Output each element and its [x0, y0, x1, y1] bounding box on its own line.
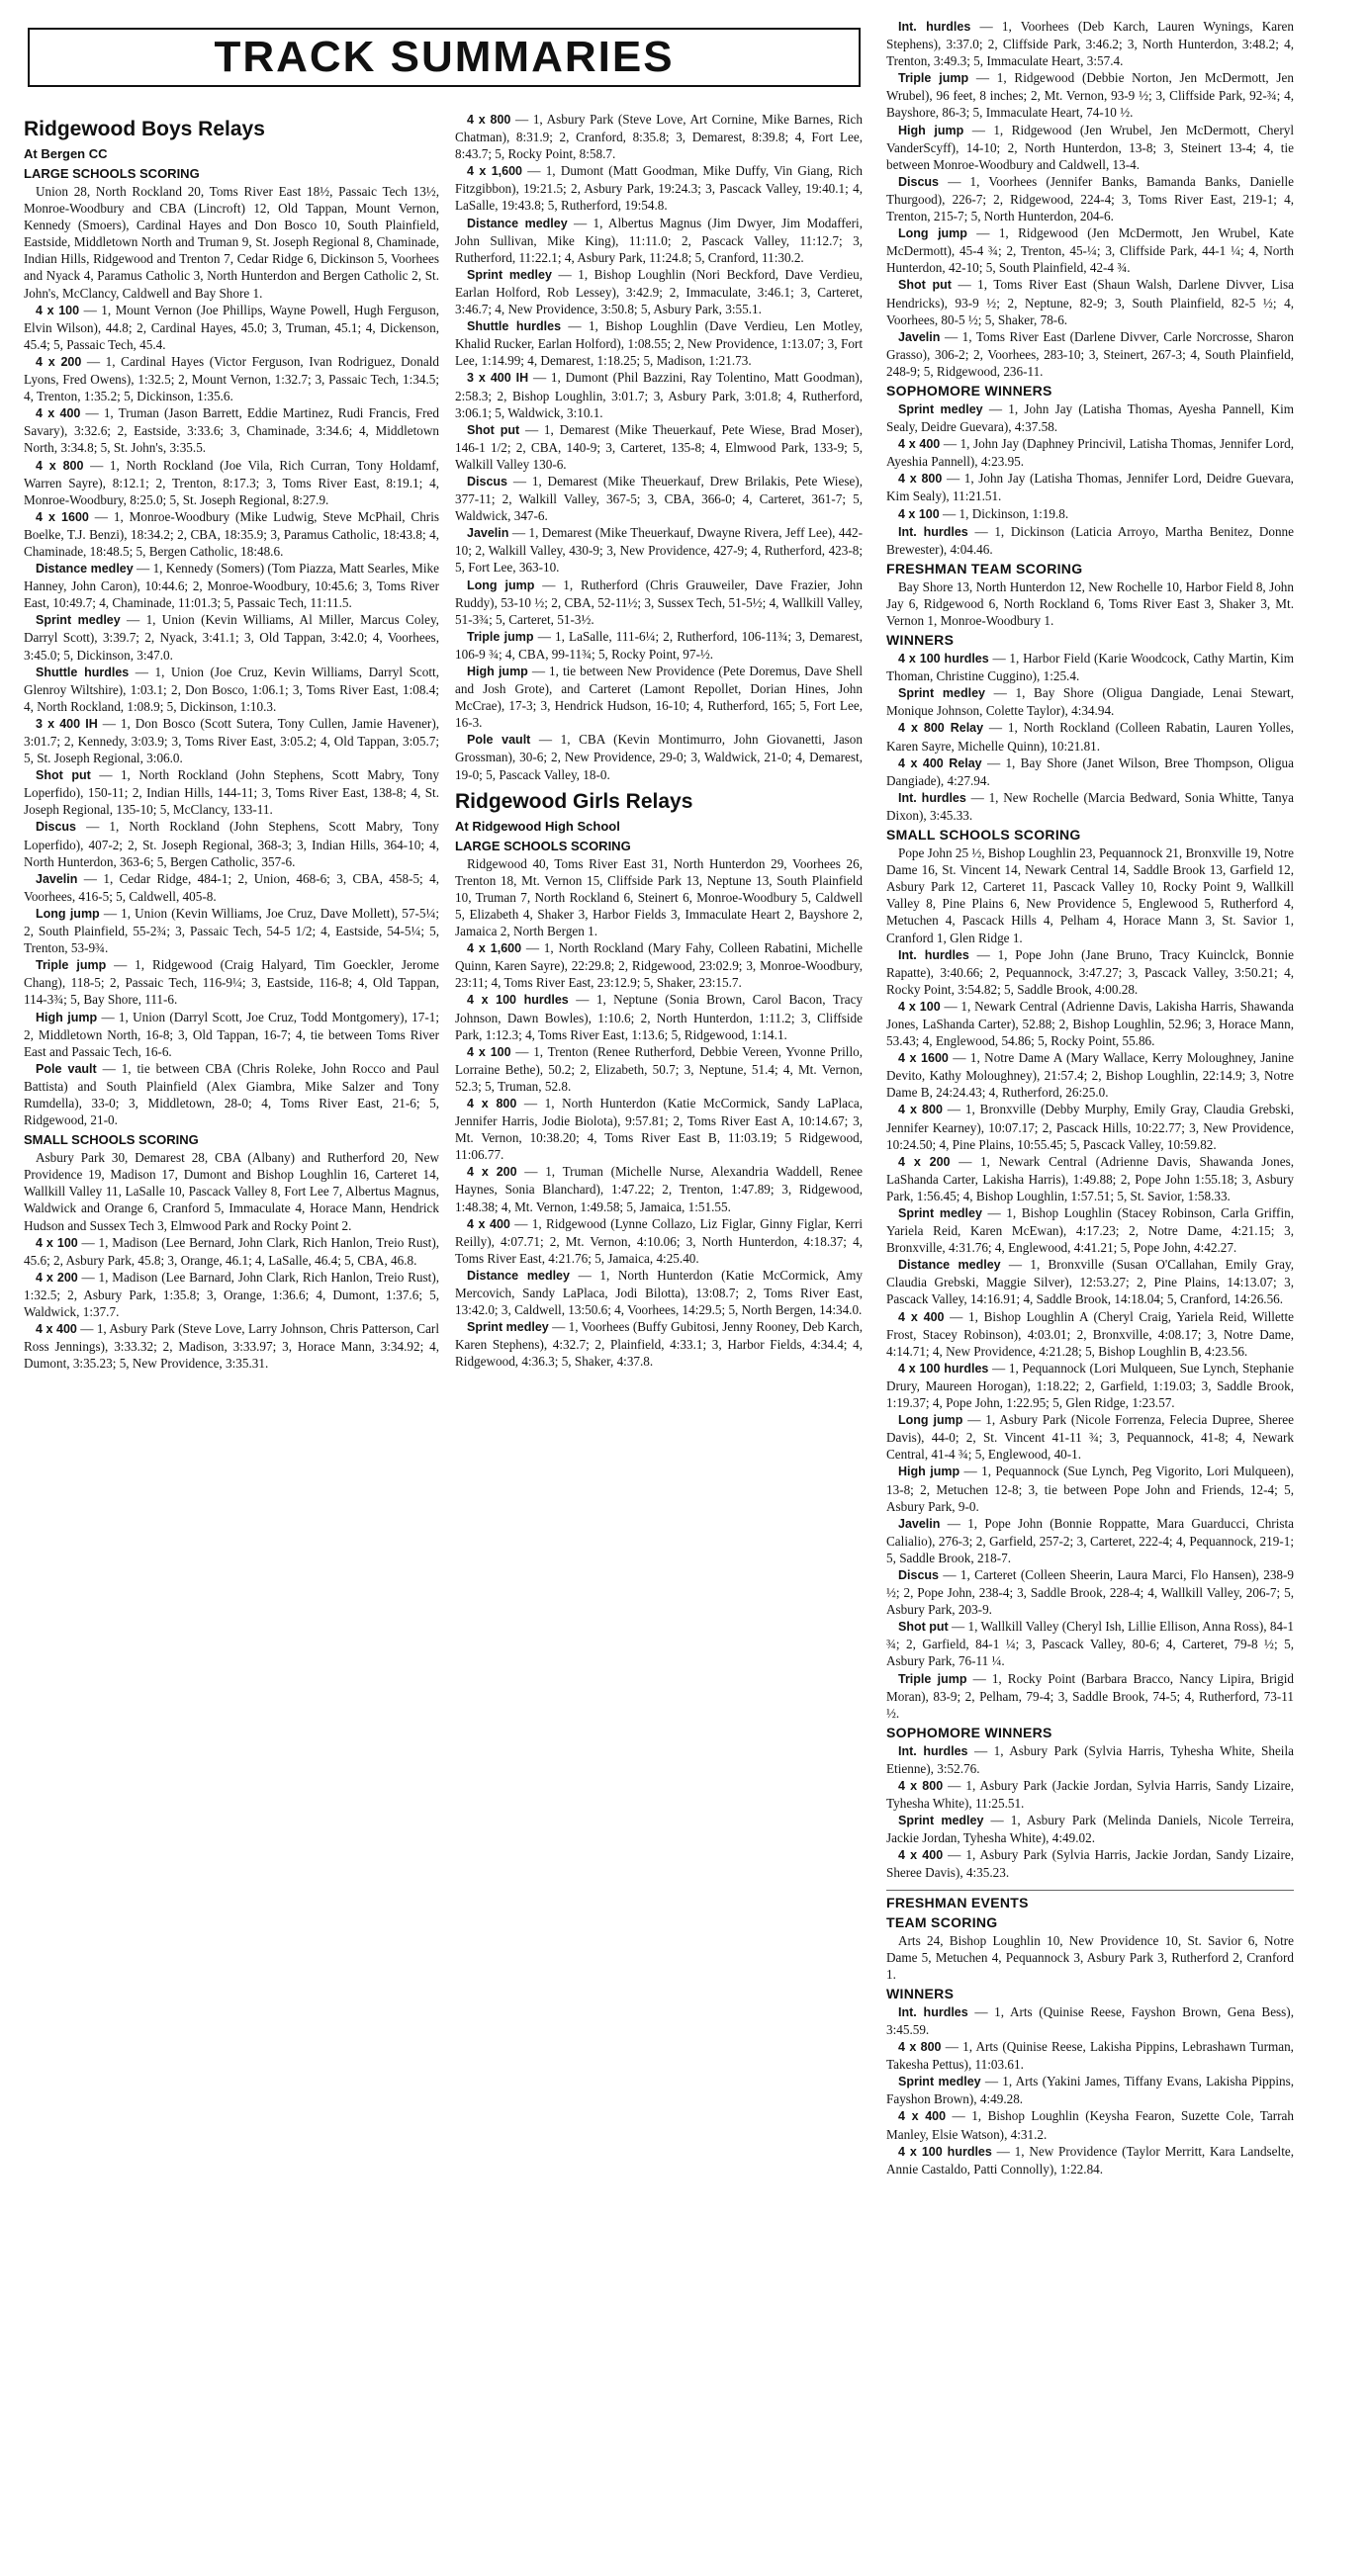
- event-label: Javelin: [898, 1516, 941, 1531]
- event-entry: [24, 870, 439, 905]
- event-result: — 1, Arts (Quinise Reese, Lakisha Pippins, Lebrashawn Turman, Takesha Pettus), 11:03.61.: [886, 2039, 1294, 2073]
- event-label: Long jump: [36, 906, 100, 921]
- event-label: Discus: [898, 1567, 939, 1582]
- event-label: 4 x 800: [898, 472, 943, 487]
- event-result: — 1, Union (Kevin Williams, Al Miller, Marcus Coley, Darryl Scott), 3:39.7; 2, Nyack, 3:41.1; 3, Old Tappan, 3:42.0; 4, Voorhees, 3:45.0; 5, Dickinson, 3:47.0.: [24, 612, 439, 663]
- event-entry: [24, 302, 439, 353]
- event-result: — 1, Asbury Park (Melinda Daniels, Nicole Terreira, Jackie Jordan, Tyhesha White), 4:49.02.: [886, 1813, 1294, 1846]
- girls-small-fresh-team-heading: TEAM SCORING: [886, 1913, 998, 1930]
- event-label: Distance medley: [467, 1268, 570, 1283]
- girls-small-events: [886, 946, 1294, 1722]
- event-result: — 1, Newark Central (Adrienne Davis, Shawanda Jones, LaShanda Carter, Lakisha Harris), 1:49.88; 2, Pope John 1:55.18; 3, Asbury Park, 1:56.45; 4, Bishop Loughlin, 1:57.51; 5, St. Savior, 1:58.33.: [886, 1153, 1294, 1203]
- event-label: 4 x 400 Relay: [898, 755, 982, 770]
- girls-fresh-winners: [886, 650, 1294, 824]
- event-entry: [886, 1411, 1294, 1463]
- event-label: Discus: [898, 174, 939, 189]
- event-result: — 1, CBA (Kevin Montimurro, John Giovanetti, Jason Grossman), 30-6; 2, New Providence, 29-0; 3, Waldwick, 21-0; 4, Demarest, 19-0; 5, Pascack Valley, 18-0.: [455, 732, 863, 782]
- event-label: Triple jump: [36, 958, 107, 973]
- event-label: Shot put: [36, 768, 91, 783]
- girls-small-soph-heading: SOPHOMORE WINNERS: [886, 1724, 1052, 1740]
- event-label: 4 x 200: [467, 1165, 517, 1180]
- event-result: — 1, Toms River East (Shaun Walsh, Darlene Divver, Lisa Hendricks), 93-9 ½; 2, Neptune, 82-9; 3, South Plainfield, 82-5 ½; 4, Voorhees, 80-5 ½; 5, Shaker, 78-6.: [886, 277, 1294, 327]
- event-label: 4 x 1,600: [467, 941, 522, 956]
- event-result: — 1, Monroe-Woodbury (Mike Ludwig, Steve McPhail, Chris Boelke, T.J. Benzi), 18:34.2; 2, CBA, 18:35.9; 3, Paramus Catholic, 18:43.8; 4, Chaminade, 18:48.5; 5, Bergen Catholic, 18:48.6.: [24, 508, 439, 559]
- event-entry: [24, 1234, 439, 1269]
- event-result: — 1, Ridgewood (Jen McDermott, Jen Wrubel, Kate McDermott), 45-4 ¾; 2, Trenton, 45-¼; 3, Cliffside Park, 44-1 ¼; 4, North Hunterdon, 42-10; 5, South Plainfield, 42-4 ¾.: [886, 225, 1294, 276]
- event-result: — 1, LaSalle, 111-6¼; 2, Rutherford, 106-11¾; 3, Demarest, 106-9 ¾; 4, CBA, 99-11¾; 5, Rocky Point, 97-½.: [455, 628, 863, 662]
- event-label: High jump: [36, 1010, 98, 1024]
- event-result: — 1, Wallkill Valley (Cheryl Ish, Lillie Ellison, Anna Ross), 84-1 ¾; 2, Garfield, 84-1 ¼; 3, Pascack Valley, 80-6; 4, Carteret, 79-8 ½; 5, Asbury Park, 76-11 ¼.: [886, 1619, 1294, 1669]
- event-result: — 1, John Jay (Daphney Princivil, Latisha Thomas, Jennifer Lord, Ayeshia Pannell), 4:23.95.: [886, 436, 1294, 470]
- event-entry: [455, 162, 863, 214]
- event-entry: [24, 404, 439, 456]
- girls-soph-heading: SOPHOMORE WINNERS: [886, 382, 1052, 399]
- event-entry: [455, 1163, 863, 1214]
- event-label: 4 x 800: [467, 113, 511, 127]
- event-label: 4 x 800: [467, 1096, 517, 1110]
- event-result: — 1, North Hunterdon (Katie McCormick, Amy Mercovich, Sandy LaPlaca, Jodi Bilotta), 13:08.7; 2, Toms River East, 13:42.0; 3, Caldwell, 13:50.6; 4, Voorhees, 14:29.5; 5, North Bergen, 14:34.0.: [455, 1267, 863, 1318]
- event-result: — 1, Don Bosco (Scott Sutera, Tony Cullen, Jamie Havener), 3:01.7; 2, Kennedy, 3:03.9; 3, Toms River East, 3:05.2; 4, Old Tappan, 3:05.7; 5, St. Joseph Regional, 3:06.0.: [24, 715, 439, 766]
- event-result: — 1, Madison (Lee Barnard, John Clark, Rich Hanlon, Treio Rust), 1:32.5; 2, Asbury Park, 1:35.8; 3, Orange, 1:36.6; 4, Dumont, 1:37.6; 5, Waldwick, 1:37.7.: [24, 1269, 439, 1319]
- event-entry: [455, 369, 863, 420]
- event-result: — 1, Asbury Park (Jackie Jordan, Sylvia Harris, Sandy Lizaire, Tyhesha White), 11:25.51.: [886, 1778, 1294, 1812]
- girls-small-fresh-winners-heading: WINNERS: [886, 1985, 955, 2001]
- event-entry: [455, 215, 863, 266]
- event-label: 4 x 400: [36, 1322, 77, 1337]
- event-result: — 1, Ridgewood (Lynne Collazo, Liz Figlar, Ginny Figlar, Kerri Reilly), 4:07.71; 2, Mt. Vernon, 4:10.06; 3, North Hunterdon, 4:18.37; 4, Toms River East, 4:21.76; 5, Jamaica, 4:25.40.: [455, 1215, 863, 1266]
- event-entry: [886, 505, 1294, 523]
- event-label: Int. hurdles: [898, 20, 971, 34]
- event-label: Int. hurdles: [898, 790, 966, 805]
- boys-large-events: [24, 302, 439, 1129]
- event-label: Int. hurdles: [898, 524, 968, 539]
- event-result: — 1, Toms River East (Darlene Divver, Carle Norcrosse, Sharon Grasso), 306-2; 2, Voorhees, 283-10; 3, Steinert, 267-3; 4, South Plainfield, 248-9; 5, Ridgewood, 236-11.: [886, 328, 1294, 379]
- event-label: Discus: [36, 820, 76, 835]
- event-label: Long jump: [467, 577, 535, 592]
- girls-heading: Ridgewood Girls Relays: [455, 789, 693, 813]
- boys-small-events-b: [455, 111, 863, 783]
- event-entry: [886, 400, 1294, 435]
- event-entry: [886, 1049, 1294, 1101]
- event-result: — 1, Madison (Lee Bernard, John Clark, Rich Hanlon, Treio Rust), 45.6; 2, Asbury Park, 45.8; 3, Orange, 46.1; 4, LaSalle, 46.4; 5, CBA, 46.8.: [24, 1234, 439, 1268]
- event-entry: [24, 715, 439, 766]
- event-label: 4 x 400: [898, 1848, 944, 1863]
- event-entry: [886, 1360, 1294, 1411]
- event-label: 4 x 400: [898, 2109, 947, 2124]
- event-entry: [24, 1009, 439, 1060]
- event-label: Int. hurdles: [898, 2004, 968, 2019]
- event-label: Shot put: [898, 1620, 949, 1635]
- event-label: 4 x 400: [467, 1216, 510, 1231]
- event-entry: [886, 523, 1294, 558]
- event-entry: [886, 1812, 1294, 1846]
- event-entry: [455, 473, 863, 524]
- event-result: — 1, Voorhees (Buffy Gubitosi, Jenny Rooney, Deb Karch, Karen Stephens), 4:32.7; 2, Plainfield, 4:33.1; 3, Harbor Fields, 4:34.4; 4, Ridgewood, 4:36.3; 5, Shaker, 4:37.8.: [455, 1319, 863, 1370]
- event-entry: [886, 224, 1294, 276]
- event-label: Distance medley: [467, 216, 568, 230]
- event-label: 4 x 400: [36, 406, 81, 421]
- girls-small-scoring: Pope John 25 ½, Bishop Loughlin 23, Pequannock 21, Bronxville 19, Notre Dame 16, St. Vincent 14, Newark Central 14, Saddle Brook 13, Garfield 12, Asbury Park 12, Carteret 11, Pascack Valley 10, Rocky Point 9, Wallkill Valley 8, Pine Plains 6, New Providence 5, Englewood 5, Rutherford 4, Metuchen 4, Pascack Hills 4, Pelham 4, Horace Mann 3, St. Savior 1, Cranford 1, Glen Ridge 1.: [886, 845, 1294, 945]
- event-entry: [24, 1060, 439, 1128]
- event-result: — 1, tie between CBA (Chris Roleke, John Rocco and Paul Battista) and South Plainfield (Alex Giambra, Mike Salzer and Tony Rumdella), 33-0; 3, Middletown, 28-0; 4, Toms River East, 21-6; 5, Ridgewood, 21-0.: [24, 1060, 439, 1128]
- event-entry: [886, 998, 1294, 1049]
- event-label: 4 x 200: [36, 1270, 78, 1285]
- event-entry: [886, 2003, 1294, 2038]
- boys-small-events-a: [24, 1234, 439, 1373]
- girls-large-scoring: Ridgewood 40, Toms River East 31, North Hunterdon 29, Voorhees 26, Trenton 18, Mt. Vernon 15, Cliffside Park 13, Neptune 13, South Plainfield 10, Truman 7, North Rockland 6, Steinert 6, Monroe-Woodbury 5, Caldwell 5, Elizabeth 4, Shaker 3, Harbor Fields 3, Immaculate Heart 2, Bayshore 2, Jamaica 2, North Bergen 1.: [455, 855, 863, 939]
- girls-small-fresh-heading: FRESHMAN EVENTS: [886, 1894, 1029, 1910]
- event-result: — 1, Dickinson (Laticia Arroyo, Martha Benitez, Donne Brewester), 4:04.46.: [886, 523, 1294, 557]
- event-entry: [886, 69, 1294, 121]
- event-result: — 1, Cedar Ridge, 484-1; 2, Union, 468-6; 3, CBA, 458-5; 4, Voorhees, 416-5; 5, Caldwell, 405-8.: [24, 870, 439, 904]
- event-entry: [886, 1308, 1294, 1360]
- event-result: — 1, Rocky Point (Barbara Bracco, Nancy Lipira, Brigid Moran), 83-9; 2, Pelham, 79-4; 3, Saddle Brook, 74-5; 4, Rutherford, 73-11 ½.: [886, 1670, 1294, 1721]
- event-label: 4 x 800 Relay: [898, 721, 984, 736]
- girls-large-events-a: [455, 939, 863, 1370]
- event-label: 4 x 1600: [36, 509, 89, 524]
- event-result: — 1, Dumont (Matt Goodman, Mike Duffy, Vin Giang, Rich Fitzgibbon), 19:21.5; 2, Asbury Park, 19:24.3; 3, Pascack Valley, 19:40.1; 4, LaSalle, 19:43.8; 5, Rutherford, 19:54.8.: [455, 163, 863, 214]
- event-entry: [24, 353, 439, 404]
- boys-large-scoring: Union 28, North Rockland 20, Toms River East 18½, Passaic Tech 13½, Monroe-Woodbury and CBA (Lincroft) 12, Old Tappan, Mount Vernon, Kennedy (Smoers), Cardinal Hayes and Don Bosco 10, South Plainfield, Eastside, Middletown North and Truman 9, St. Joseph Regional 8, Chaminade, Indian Hills, Ridgewood and Trenton 7, Cedar Ridge 6, Dickinson 5, Voorhees and Nyack 4, Paramus Catholic 3, North Hunterdon and Bergen Catholic 2, St. John's, McClancy, Caldwell and Bay Shore 1.: [24, 184, 439, 301]
- event-label: Long jump: [898, 226, 967, 241]
- event-result: — 1, Pope John (Bonnie Roppatte, Mara Guarducci, Christa Calialio), 276-3; 2, Garfield, 257-2; 3, Carteret, 222-4; 4, Pequannock, 219-1; 5, Saddle Brook, 218-7.: [886, 1515, 1294, 1565]
- event-label: 4 x 100 hurdles: [467, 993, 569, 1008]
- event-result: — 1, North Rockland (Colleen Rabatin, Lauren Yolles, Karen Sayre, Michelle Quinn), 10:21.81.: [886, 720, 1294, 754]
- event-label: Shuttle hurdles: [36, 665, 130, 679]
- event-result: — 1, Pequannock (Lori Mulqueen, Sue Lynch, Stephanie Drury, Maureen Horogan), 1:18.22; 2, Garfield, 1:19.03; 3, Saddle Brook, 1:19.37; 4, Pope John, 1:22.95; 5, Glen Ridge, 1:23.57.: [886, 1360, 1294, 1411]
- event-result: — 1, Asbury Park (Sylvia Harris, Jackie Jordan, Sandy Lizaire, Sheree Davis), 4:35.23.: [886, 1847, 1294, 1881]
- event-label: Javelin: [467, 526, 509, 541]
- event-entry: [886, 1204, 1294, 1256]
- event-label: Sprint medley: [898, 401, 983, 416]
- event-label: 4 x 800: [36, 458, 84, 473]
- event-label: 4 x 100: [898, 999, 941, 1014]
- event-result: — 1, Newark Central (Adrienne Davis, Lakisha Harris, Shawanda Jones, LaShanda Carter), 52.88; 2, Bishop Loughlin, 52.96; 3, Horace Mann, 53.43; 4, Englewood, 54.86; 5, Rocky Point, 55.86.: [886, 998, 1294, 1049]
- event-result: — 1, Bishop Loughlin (Dave Verdieu, Len Motley, Khalid Rucker, Earlan Holford), 1:08.55; 2, New Providence, 1:13.07; 3, Fort Lee, 1:14.99; 4, Demarest, 1:18.25; 5, Madison, 1:21.73.: [455, 318, 863, 369]
- event-result: — 1, Arts (Yakini James, Tiffany Evans, Lakisha Pippins, Fayshon Brown), 4:49.28.: [886, 2074, 1294, 2107]
- event-label: Sprint medley: [898, 686, 986, 701]
- event-entry: [24, 818, 439, 869]
- event-result: — 1, Bishop Loughlin (Nori Beckford, Dave Verdieu, Earlan Holford, Rob Lessey), 3:42.9; 2, Immaculate, 3:46.1; 3, Carteret, 3:46.7; 4, New Providence, 3:50.8; 5, Asbury Park, 3:55.1.: [455, 266, 863, 317]
- event-label: 4 x 100 hurdles: [898, 652, 989, 666]
- event-label: 4 x 400: [898, 1309, 945, 1324]
- event-result: — 1, Trenton (Renee Rutherford, Debbie Vereen, Yvonne Prillo, Lorraine Bethe), 50.2; 2, Elizabeth, 50.7; 3, Neptune, 51.4; 4, Mt. Vernon, 52.3; 5, Truman, 52.8.: [455, 1043, 863, 1094]
- girls-fresh-heading: FRESHMAN TEAM SCORING: [886, 560, 1083, 577]
- event-label: 4 x 100: [36, 1235, 78, 1250]
- event-label: High jump: [898, 123, 964, 137]
- event-result: — 1, North Rockland (Joe Vila, Rich Curran, Tony Holdamf, Warren Sayre), 8:12.1; 2, Trenton, 8:17.3; 3, Toms River East, 8:19.1; 4, Monroe-Woodbury, 8:25.0; 5, St. Joseph Regional, 8:27.9.: [24, 457, 439, 507]
- event-entry: [886, 470, 1294, 504]
- event-entry: [24, 457, 439, 508]
- girls-large-heading: LARGE SCHOOLS SCORING: [455, 838, 631, 853]
- event-entry: [886, 1256, 1294, 1307]
- event-label: Shot put: [467, 422, 520, 437]
- event-entry: [455, 1043, 863, 1095]
- event-entry: [886, 2143, 1294, 2177]
- event-entry: [24, 664, 439, 715]
- event-entry: [886, 2038, 1294, 2073]
- event-result: — 1, Demarest (Mike Theuerkauf, Drew Brilakis, Pete Wiese), 377-11; 2, Walkill Valley, 367-5; 3, CBA, 366-0; 4, Carteret, 361-7; 5, Waldwick, 347-6.: [455, 473, 863, 524]
- section-divider: [886, 1890, 1294, 1891]
- event-label: Sprint medley: [467, 1320, 549, 1335]
- event-result: — 1, Asbury Park (Nicole Forrenza, Felecia Dupree, Sheree Davis), 44-0; 2, St. Vincent 41-11 ¾; 3, Pequannock, 41-8; 4, Newark Central, 41-4 ¾; 5, Englewood, 40-1.: [886, 1412, 1294, 1463]
- event-result: — 1, Bishop Loughlin A (Cheryl Craig, Yariela Reid, Willette Frost, Stacey Robinson), 4:03.01; 2, Bronxville, 4:08.17; 3, Notre Dame, 4:14.71; 4, New Providence, 4:21.28; 5, Bishop Loughlin B, 4:23.56.: [886, 1308, 1294, 1359]
- event-result: — 1, Bay Shore (Janet Wilson, Bree Thompson, Oligua Dangiade), 4:27.94.: [886, 755, 1294, 788]
- boys-venue: At Bergen CC: [24, 146, 108, 161]
- event-result: — 1, Neptune (Sonia Brown, Carol Bacon, Tracy Johnson, Dawn Bowles), 1:10.6; 2, North Hunterdon, 1:11.2; 3, Cliffside Park, 1:12.3; 4, Toms River East, 1:13.6; 5, Ridgewood, 1:14.1.: [455, 992, 863, 1042]
- event-entry: [24, 508, 439, 560]
- event-result: — 1, Notre Dame A (Mary Wallace, Kerry Moloughney, Janine Devito, Kathy Moloughney), 21:57.4; 2, Bishop Loughlin, 22:14.9; 3, Notre Dame B, 24:24.43; 4, Rutherford, 26:25.0.: [886, 1050, 1294, 1101]
- girls-small-heading: SMALL SCHOOLS SCORING: [886, 827, 1081, 844]
- event-entry: [24, 1320, 439, 1372]
- event-result: — 1, Truman (Michelle Nurse, Alexandria Waddell, Renee Haynes, Sonia Blanchard), 1:47.22; 2, Trenton, 1:47.89; 3, Ridgewood, 1:48.38; 4, Mt. Vernon, 1:49.58; 5, Jamaica, 1:51.55.: [455, 1164, 863, 1214]
- event-result: — 1, Union (Joe Cruz, Kevin Williams, Darryl Scott, Glenroy Wiltshire), 1:03.1; 2, Don Bosco, 1:06.1; 3, Toms River East, 1:08.4; 4, North Rockland, 1:08.9; 5, Dickinson, 1:10.3.: [24, 664, 439, 714]
- event-entry: [24, 560, 439, 611]
- event-entry: [455, 1267, 863, 1318]
- event-entry: [455, 663, 863, 731]
- event-result: — 1, New Providence (Taylor Merritt, Kara Landselte, Annie Castaldo, Patti Connolly), 1:22.84.: [886, 2143, 1294, 2176]
- event-entry: [886, 2073, 1294, 2107]
- event-entry: [886, 1742, 1294, 1777]
- event-entry: [455, 421, 863, 473]
- event-result: — 1, Cardinal Hayes (Victor Ferguson, Ivan Rodriguez, Donald Lyons, Fred Owens), 1:32.5; 2, Mount Vernon, 1:32.7; 3, Passaic Tech, 1:34.5; 4, Trenton, 1:35.2; 5, Dickinson, 1:35.6.: [24, 353, 439, 404]
- event-label: Distance medley: [898, 1258, 1001, 1273]
- event-result: — 1, Pope John (Jane Bruno, Tracy Kuinclck, Bonnie Rapatte), 3:40.66; 2, Pequannock, 3:47.27; 3, Pascack Valley, 3:50.21; 4, Rocky Point, 3:54.82; 5, Saddle Brook, 4:00.28.: [886, 946, 1294, 997]
- event-label: Pole vault: [36, 1061, 97, 1076]
- event-entry: [886, 173, 1294, 224]
- event-result: — 1, Carteret (Colleen Sheerin, Laura Marci, Flo Hansen), 238-9 ½; 2, Pope John, 238-4; 3, Saddle Brook, 228-4; 4, Wallkill Valley, 206-7; 5, Asbury Park, 203-9.: [886, 1566, 1294, 1618]
- event-result: — 1, North Rockland (John Stephens, Scott Mabry, Tony Loperfido), 150-11; 2, Indian Hills, 144-11; 3, Toms River East, 138-8; 4, St. Joseph Regional, 135-10; 5, McClancy, 133-11.: [24, 767, 439, 818]
- event-entry: [886, 18, 1294, 69]
- event-result: — 1, Ridgewood (Craig Halyard, Tim Goeckler, Jerome Chang), 118-5; 2, Passaic Tech, 116-9¼; 3, Eastside, 116-8; 4, Old Tappan, 114-3¾; 5, Bay Shore, 111-6.: [24, 957, 439, 1008]
- event-entry: [886, 650, 1294, 684]
- event-label: 4 x 100 hurdles: [898, 1361, 989, 1376]
- event-label: High jump: [467, 665, 528, 678]
- event-entry: [455, 111, 863, 162]
- event-entry: [886, 1846, 1294, 1881]
- event-label: Discus: [467, 474, 507, 489]
- event-result: — 1, Asbury Park (Sylvia Harris, Tyhesha White, Sheila Etienne), 3:52.76.: [886, 1742, 1294, 1776]
- event-entry: [455, 939, 863, 991]
- event-result: — 1, Voorhees (Jennifer Banks, Bamanda Banks, Danielle Thurgood), 226-7; 2, Ridgewood, 224-4; 3, Toms River East, 219-1; 4, Trenton, 215-7; 5, North Hunterdon, 204-6.: [886, 173, 1294, 224]
- event-label: Javelin: [898, 329, 941, 344]
- event-label: 4 x 800: [898, 1779, 944, 1793]
- event-entry: [24, 766, 439, 818]
- event-label: 4 x 800: [898, 1103, 943, 1117]
- event-entry: [24, 905, 439, 956]
- event-result: — 1, Truman (Jason Barrett, Eddie Martinez, Rudi Francis, Fred Savary), 3:32.6; 2, Eastside, 3:33.6; 3, Chaminade, 3:34.6; 4, Middletown North, 3:34.8; 5, St. John's, 3:35.5.: [24, 405, 439, 456]
- event-entry: [886, 2107, 1294, 2142]
- event-entry: [886, 755, 1294, 789]
- event-entry: [455, 628, 863, 663]
- event-result: — 1, Bronxville (Debby Murphy, Emily Gray, Claudia Grebski, Jennifer Kearney), 10:07.17; 2, Pascack Hills, 10:22.77; 3, New Providence, 10:24.50; 4, Pine Plains, 10:55.45; 5, Pascack Valley, 10:59.82.: [886, 1102, 1294, 1152]
- event-result: — 1, John Jay (Latisha Thomas, Jennifer Lord, Deidre Guevara, Kim Sealy), 11:21.51.: [886, 471, 1294, 504]
- event-result: — 1, North Rockland (John Stephens, Scott Mabry, Tony Loperfido), 407-2; 2, St. Joseph Regional, 368-3; 3, Indian Hills, 364-10; 4, North Hunterdon, 363-6; 5, Bergen Catholic, 357-6.: [24, 819, 439, 869]
- event-result: — 1, Albertus Magnus (Jim Dwyer, Jim Modafferi, John Sullivan, Mike King), 11:11.0; 2, Pascack Valley, 11:12.7; 3, Rutherford, 11:22.1; 4, Asbury Park, 11:24.8; 5, Cranford, 11:30.2.: [455, 215, 863, 265]
- event-entry: [24, 611, 439, 663]
- event-label: Int. hurdles: [898, 947, 969, 962]
- event-entry: [886, 719, 1294, 754]
- event-result: — 1, Ridgewood (Debbie Norton, Jen McDermott, Jen Wrubel), 96 feet, 8 inches; 2, Mt. Vernon, 93-9 ½; 3, Cliffside Park, 92-¾; 4, Bayshore, 86-3; 5, Immaculate Heart, 74-10 ½.: [886, 70, 1294, 121]
- event-entry: [455, 1215, 863, 1267]
- event-entry: [886, 276, 1294, 327]
- event-entry: [886, 684, 1294, 719]
- event-label: High jump: [898, 1465, 960, 1479]
- girls-fresh-scoring: Bay Shore 13, North Hunterdon 12, New Rochelle 10, Harbor Field 8, John Jay 6, Ridgewood 6, North Rockland 6, Toms River East 3, Shaker 3, Mt. Vernon 1, Monroe-Woodbury 1.: [886, 578, 1294, 628]
- event-entry: [886, 1463, 1294, 1514]
- event-result: — 1, Union (Kevin Williams, Joe Cruz, Dave Mollett), 57-5¼; 2, South Plainfield, 55-2¾; 3, Passaic Tech, 54-5 1/2; 4, Eastside, 54-5¼; 5, Trenton, 53-9¾.: [24, 905, 439, 956]
- event-result: — 1, Demarest (Mike Theuerkauf, Dwayne Rivera, Jeff Lee), 442-10; 2, Walkill Valley, 430-9; 3, New Providence, 427-9; 4, Rutherford, 423-8; 5, Fort Lee, 363-10.: [455, 525, 863, 576]
- event-label: Javelin: [36, 871, 78, 886]
- event-label: 4 x 200: [36, 354, 82, 369]
- event-entry: [455, 1318, 863, 1370]
- event-result: — 1, John Jay (Latisha Thomas, Ayesha Pannell, Kim Sealy, Deidre Guevara), 4:37.58.: [886, 400, 1294, 435]
- event-result: — 1, tie between New Providence (Pete Doremus, Dave Shell and Josh Grote), and Carteret (Lamont Repollet, Dorian Hines, John McCrae), 17-3; 3, Hendrick Hudson, 16-10; 4, Rutherford, 165; 5, Fort Lee, 16-3.: [455, 664, 863, 731]
- event-entry: [886, 1777, 1294, 1812]
- column-three: [886, 18, 1294, 2564]
- event-label: Sprint medley: [36, 613, 121, 628]
- event-result: — 1, Voorhees (Deb Karch, Lauren Wynings, Karen Stephens), 3:37.0; 2, Cliffside Park, 3:46.2; 3, North Hunterdon, 3:48.2; 4, Trenton, 3:49.3; 5, Immaculate Heart, 3:57.4.: [886, 19, 1294, 69]
- event-result: — 1, Bishop Loughlin (Keysha Fearon, Suzette Cole, Tarrah Manley, Elsie Watson), 4:31.2.: [886, 2108, 1294, 2142]
- event-result: — 1, Bay Shore (Oligua Dangiade, Lenai Stewart, Monique Johnson, Colette Taylor), 4:34.94.: [886, 685, 1294, 719]
- column-two: [455, 111, 863, 1698]
- event-label: 4 x 1,600: [467, 164, 523, 179]
- event-result: — 1, Pequannock (Sue Lynch, Peg Vigorito, Lori Mulqueen), 13-8; 2, Metuchen 12-8; 3, tie between Pope John and Friends, 12-4; 5, Asbury Park, 9-0.: [886, 1464, 1294, 1514]
- event-entry: [455, 1095, 863, 1163]
- event-label: 4 x 800: [898, 2040, 942, 2055]
- event-label: Shot put: [898, 278, 952, 293]
- boys-heading: Ridgewood Boys Relays: [24, 118, 265, 140]
- boys-small-scoring: Asbury Park 30, Demarest 28, CBA (Albany) and Rutherford 20, New Providence 19, Madison 17, Dumont and Bishop Loughlin 16, Carteret 14, Wallkill Valley 11, LaSalle 10, Pascack Valley 8, Fort Lee 7, Albertus Magnus, Waldwick and Orange 6, Cranford 5, Immaculate 4, Horace Mann, Hendrick Hudson and Sussex Tech 3, Elmwood Park and Rocky Point 2.: [24, 1150, 439, 1233]
- event-result: — 1, Dickinson, 1:19.8.: [943, 505, 1069, 521]
- event-label: Shuttle hurdles: [467, 319, 562, 334]
- event-label: 4 x 400: [898, 437, 941, 452]
- event-result: — 1, Union (Darryl Scott, Joe Cruz, Todd Montgomery), 17-1; 2, Middletown North, 16-8; 3, Old Tappan, 16-7; 4, tie between Toms River East and Passaic Tech, 16-6.: [24, 1009, 439, 1059]
- page-banner: [28, 28, 861, 87]
- event-label: Long jump: [898, 1413, 963, 1428]
- girls-soph-events: [886, 400, 1294, 558]
- event-result: — 1, Harbor Field (Karie Woodcock, Cathy Martin, Kim Thoman, Christine Cuggino), 1:25.4.: [886, 651, 1294, 684]
- event-label: Distance medley: [36, 562, 134, 577]
- column-one: [24, 111, 439, 1698]
- event-result: — 1, Mount Vernon (Joe Phillips, Wayne Powell, Hugh Ferguson, Elvin Wilson), 44.8; 2, Cardinal Hayes, 45.0; 3, Truman, 45.1; 4, Dickenson, 45.4; 5, Passaic Tech, 45.4.: [24, 302, 439, 352]
- event-entry: [886, 1153, 1294, 1204]
- event-entry: [886, 789, 1294, 824]
- event-entry: [455, 577, 863, 628]
- event-label: 4 x 200: [898, 1154, 951, 1169]
- event-entry: [886, 1566, 1294, 1618]
- page-title: TRACK SUMMARIES: [214, 33, 675, 81]
- event-label: 4 x 100 hurdles: [898, 2144, 992, 2159]
- event-result: — 1, Dumont (Phil Bazzini, Ray Tolentino, Matt Goodman), 2:58.3; 2, Bishop Loughlin, 3:01.7; 3, Asbury Park, 3:01.8; 4, Rutherford, 3:06.1; 5, Waldwick, 3:10.1.: [455, 370, 863, 420]
- event-result: — 1, New Rochelle (Marcia Bedward, Sonia Whitte, Tanya Dixon), 3:45.33.: [886, 789, 1294, 823]
- event-label: Sprint medley: [898, 2075, 981, 2089]
- event-label: 4 x 100: [36, 303, 80, 317]
- event-result: — 1, Rutherford (Chris Grauweiler, Dave Frazier, John Ruddy), 53-10 ½; 2, CBA, 52-11½; 3, Sussex Tech, 51-5½; 4, Wallkill Valley, 51-3¾; 5, Carteret, 51-3½.: [455, 577, 863, 627]
- event-label: Sprint medley: [467, 267, 552, 282]
- event-label: 3 x 400 IH: [36, 716, 98, 731]
- event-entry: [886, 1515, 1294, 1566]
- event-entry: [455, 524, 863, 576]
- event-result: — 1, Kennedy (Somers) (Tom Piazza, Matt Searles, Mike Hanney, John Caron), 10:44.6; 2, Monroe-Woodbury, 10:45.6; 3, Toms River East, 10:49.7; 4, Chaminade, 11:01.3; 5, Passaic Tech, 11:11.5.: [24, 561, 439, 611]
- event-label: Int. hurdles: [898, 1743, 968, 1758]
- event-label: Sprint medley: [898, 1814, 984, 1828]
- event-label: 4 x 100: [898, 506, 940, 521]
- event-label: 4 x 1600: [898, 1051, 949, 1066]
- event-result: — 1, Bishop Loughlin (Stacey Robinson, Carla Griffin, Yariela Reid, Karen McEwan), 4:17.23; 2, Notre Dame, 4:21.15; 3, Bronxville, 4:31.76; 4, Englewood, 4:41.21; 5, Pope John, 4:42.27.: [886, 1205, 1294, 1256]
- event-label: Triple jump: [898, 1671, 967, 1686]
- girls-large-events-b: [886, 18, 1294, 380]
- event-entry: [886, 328, 1294, 380]
- event-result: — 1, Ridgewood (Jen Wrubel, Jen McDermott, Cheryl VanderScyff), 14-10; 2, North Hunterdon, 13-8; 3, Steinert 13-4; 4, tie between Monroe-Woodbury and Caldwell, 13-4.: [886, 122, 1294, 172]
- boys-large-heading: LARGE SCHOOLS SCORING: [24, 166, 200, 181]
- event-entry: [886, 435, 1294, 470]
- girls-winners-heading: WINNERS: [886, 632, 955, 649]
- girls-small-fresh-scoring: Arts 24, Bishop Loughlin 10, New Providence 10, St. Savior 6, Notre Dame 5, Metuchen 4, Pequannock 3, Asbury Park 3, Rutherford 2, Cranford 1.: [886, 1932, 1294, 1982]
- event-entry: [886, 1618, 1294, 1669]
- girls-small-fresh-winners: [886, 2003, 1294, 2177]
- event-entry: [455, 317, 863, 369]
- event-label: Pole vault: [467, 733, 531, 748]
- event-result: — 1, Asbury Park (Steve Love, Larry Johnson, Chris Patterson, Carl Ross Jennings), 3:33.32; 2, Madison, 3:33.97; 3, Horace Mann, 3:34.92; 4, Dumont, 3:35.23; 5, New Providence, 3:35.31.: [24, 1321, 439, 1372]
- girls-small-soph-events: [886, 1742, 1294, 1882]
- event-result: — 1, Demarest (Mike Theuerkauf, Pete Wiese, Brad Moser), 146-1 1/2; 2, CBA, 140-9; 3, Carteret, 135-8; 4, Elmwood Park, 133-9; 5, Walkill Valley 130-6.: [455, 421, 863, 472]
- event-entry: [886, 122, 1294, 173]
- event-label: Triple jump: [467, 629, 534, 644]
- event-entry: [886, 946, 1294, 998]
- event-result: — 1, Arts (Quinise Reese, Fayshon Brown, Gena Bess), 3:45.59.: [886, 2003, 1294, 2037]
- girls-venue: At Ridgewood High School: [455, 818, 620, 834]
- event-result: — 1, North Hunterdon (Katie McCormick, Sandy LaPlaca, Jennifer Harris, Jodie Biolota), 9:57.81; 2, Toms River East A, 10:14.67; 3, Mt. Vernon, 10:38.20; 4, Toms River East B, 11:03.19; 5 Ridgewood, 11:06.77.: [455, 1095, 863, 1163]
- event-result: — 1, Asbury Park (Steve Love, Art Cornine, Mike Barnes, Rich Chatman), 8:31.9; 2, Cranford, 8:35.8; 3, Demarest, 8:39.8; 4, Fort Lee, 8:43.7; 5, Rocky Point, 8:58.7.: [455, 112, 863, 162]
- event-label: 3 x 400 IH: [467, 371, 529, 386]
- boys-small-heading: SMALL SCHOOLS SCORING: [24, 1132, 199, 1148]
- event-entry: [886, 1670, 1294, 1722]
- event-label: Sprint medley: [898, 1206, 982, 1220]
- event-entry: [24, 956, 439, 1008]
- event-entry: [455, 731, 863, 782]
- event-result: — 1, Bronxville (Susan O'Callahan, Emily Gray, Claudia Grebski, Maggie Silver), 12:53.27; 2, Pine Plains, 14:13.07; 3, Pascack Valley, 14:16.91; 4, Saddle Brook, 14:18.04; 5, Cranford, 14:26.56.: [886, 1257, 1294, 1307]
- event-entry: [455, 266, 863, 317]
- event-label: Triple jump: [898, 71, 969, 86]
- event-label: 4 x 100: [467, 1044, 511, 1059]
- event-entry: [455, 991, 863, 1042]
- event-entry: [886, 1101, 1294, 1152]
- event-entry: [24, 1269, 439, 1320]
- event-result: — 1, North Rockland (Mary Fahy, Colleen Rabatini, Michelle Quinn, Karen Sayre), 22:29.8; 2, Ridgewood, 23:02.9; 3, Monroe-Woodbury, 23:11; 4, Toms River East, 23:12.9; 5, Shaker, 23:15.7.: [455, 940, 863, 991]
